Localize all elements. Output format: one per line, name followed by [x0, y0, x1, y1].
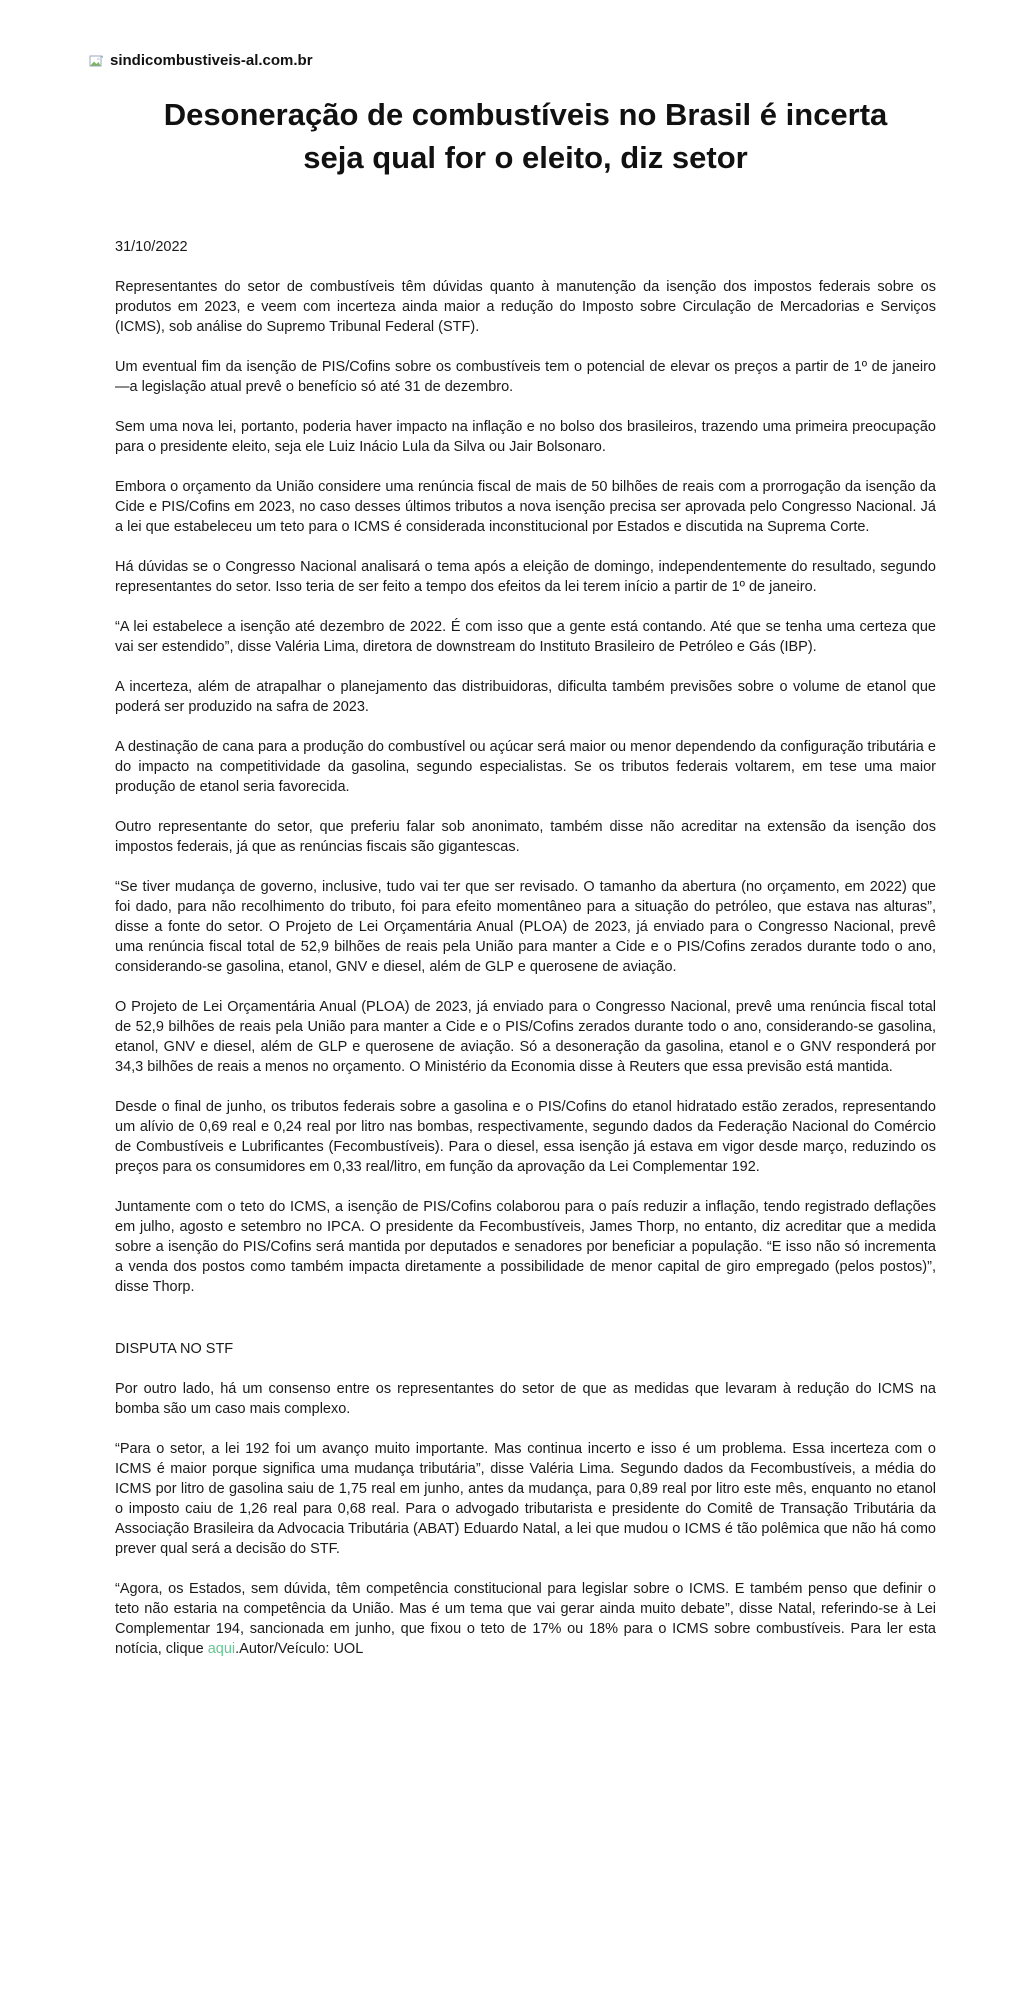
- final-paragraph-text: “Agora, os Estados, sem dúvida, têm competência constitucional para legislar sobre o ICMS. E também penso que definir o teto não estaria na competência da União. Mas é um tema que vai gerar ainda muito debate”, disse Natal, referindo-se à Lei Complementar 194, sancionada em junho, que fixou o teto de 17% ou 18% para o ICMS sobre combustíveis. Para ler esta notícia, clique: [115, 1581, 936, 1657]
- article-title-line2: seja qual for o eleito, diz setor: [303, 140, 748, 175]
- site-domain: sindicombustiveis-al.com.br: [110, 52, 313, 69]
- article-paragraph: “A lei estabelece a isenção até dezembro de 2022. É com isso que a gente está contando. Até que se tenha uma certeza que vai ser estendido”, disse Valéria Lima, diretora de downstream do Instituto Brasileiro de Petróleo e Gás (IBP).: [115, 619, 936, 655]
- read-more-link[interactable]: aqui: [207, 1641, 236, 1657]
- article-paragraph: Outro representante do setor, que preferiu falar sob anonimato, também disse não acreditar na extensão da isenção dos impostos federais, já que as renúncias fiscais são gigantescas.: [115, 819, 936, 855]
- article-paragraph: O Projeto de Lei Orçamentária Anual (PLOA) de 2023, já enviado para o Congresso Nacional, prevê uma renúncia fiscal total de 52,9 bilhões de reais pela União para manter a Cide e o PIS/Cofins zerados durante todo o ano, considerando-se gasolina, etanol, GNV e diesel, além de GLP e querosene de aviação. Só a desoneração da gasolina, etanol e o GNV responderá por 34,3 bilhões de reais a menos no orçamento. O Ministério da Economia disse à Reuters que essa previsão está mantida.: [115, 999, 936, 1075]
- article-paragraph: A destinação de cana para a produção do combustível ou açúcar será maior ou menor dependendo da configuração tributária e do impacto na competitividade da gasolina, segundo especialistas. Se os tributos federais voltarem, em tese uma maior produção de etanol seria favorecida.: [115, 739, 936, 795]
- article-title-line1: Desoneração de combustíveis no Brasil é incerta: [163, 97, 888, 132]
- article-paragraph: Sem uma nova lei, portanto, poderia haver impacto na inflação e no bolso dos brasileiros, trazendo uma primeira preocupação para o presidente eleito, seja ele Luiz Inácio Lula da Silva ou Jair Bolsonaro.: [115, 419, 936, 455]
- article-paragraph: Representantes do setor de combustíveis têm dúvidas quanto à manutenção da isenção dos impostos federais sobre os produtos em 2023, e veem com incerteza ainda maior a redução do Imposto sobre Circulação de Mercadorias e Serviços (ICMS), sob análise do Supremo Tribunal Federal (STF).: [115, 279, 936, 335]
- article-paragraph: A incerteza, além de atrapalhar o planejamento das distribuidoras, dificulta também previsões sobre o volume de etanol que poderá ser produzido na safra de 2023.: [115, 679, 936, 715]
- article-content: [115, 93, 936, 1659]
- article-paragraph: “Se tiver mudança de governo, inclusive, tudo vai ter que ser revisado. O tamanho da abertura (no orçamento, em 2022) que foi dado, para não recolhimento do tributo, foi para efeito momentâneo para a situação do petróleo, que estava nas alturas”, disse a fonte do setor. O Projeto de Lei Orçamentária Anual (PLOA) de 2023, já enviado para o Congresso Nacional, prevê uma renúncia fiscal total de 52,9 bilhões de reais pela União para manter a Cide e o PIS/Cofins zerados durante todo o ano, considerando-se gasolina, etanol, GNV e diesel, além de GLP e querosene de aviação.: [115, 879, 936, 975]
- author-vehicle-text: .Autor/Veículo: UOL: [235, 1641, 364, 1657]
- article-paragraph-final: [115, 1579, 936, 1659]
- broken-image-icon: [88, 53, 104, 69]
- site-header: [88, 52, 1024, 69]
- article-paragraph: Um eventual fim da isenção de PIS/Cofins sobre os combustíveis tem o potencial de elevar os preços a partir de 1º de janeiro —a legislação atual prevê o benefício só até 31 de dezembro.: [115, 359, 936, 395]
- article-paragraph: Juntamente com o teto do ICMS, a isenção de PIS/Cofins colaborou para o país reduzir a inflação, tendo registrado deflações em julho, agosto e setembro no IPCA. O presidente da Fecombustíveis, James Thorp, no entanto, diz acreditar que a medida sobre a isenção do PIS/Cofins será mantida por deputados e senadores por beneficiar a população. “E isso não só incrementa a venda dos postos como também impacta diretamente a possibilidade de menor capital de giro empregado (pelos postos)”, disse Thorp.: [115, 1199, 936, 1295]
- article-paragraph: Embora o orçamento da União considere uma renúncia fiscal de mais de 50 bilhões de reais com a prorrogação da isenção da Cide e PIS/Cofins em 2023, no caso desses últimos tributos a nova isenção precisa ser aprovada pelo Congresso Nacional. Já a lei que estabeleceu um teto para o ICMS é considerada inconstitucional por Estados e discutida na Suprema Corte.: [115, 479, 936, 535]
- article-paragraph: Desde o final de junho, os tributos federais sobre a gasolina e o PIS/Cofins do etanol hidratado estão zerados, representando um alívio de 0,69 real e 0,24 real por litro nas bombas, respectivamente, segundo dados da Federação Nacional do Comércio de Combustíveis e Lubrificantes (Fecombustíveis). Para o diesel, essa isenção já estava em vigor desde março, reduzindo os preços para os consumidores em 0,33 real/litro, em função da aprovação da Lei Complementar 192.: [115, 1099, 936, 1175]
- section-heading: DISPUTA NO STF: [115, 1341, 234, 1357]
- article-date: 31/10/2022: [115, 239, 188, 255]
- article-title: [115, 93, 936, 179]
- article-paragraph: Há dúvidas se o Congresso Nacional analisará o tema após a eleição de domingo, independentemente do resultado, segundo representantes do setor. Isso teria de ser feito a tempo dos efeitos da lei terem início a partir de 1º de janeiro.: [115, 559, 936, 595]
- article-paragraph: Por outro lado, há um consenso entre os representantes do setor de que as medidas que levaram à redução do ICMS na bomba são um caso mais complexo.: [115, 1381, 936, 1417]
- article-paragraph: “Para o setor, a lei 192 foi um avanço muito importante. Mas continua incerto e isso é um problema. Essa incerteza com o ICMS é maior porque significa uma mudança tributária”, disse Valéria Lima. Segundo dados da Fecombustíveis, a média do ICMS por litro de gasolina saiu de 1,75 real em junho, antes da mudança, para 0,89 real por litro este mês, enquanto no etanol o imposto caiu de 1,26 real para 0,68 real. Para o advogado tributarista e presidente do Comitê de Transação Tributária da Associação Brasileira da Advocacia Tributária (ABAT) Eduardo Natal, a lei que mudou o ICMS é tão polêmica que não há como prever qual será a decisão do STF.: [115, 1441, 936, 1557]
- article-body: [115, 277, 936, 1659]
